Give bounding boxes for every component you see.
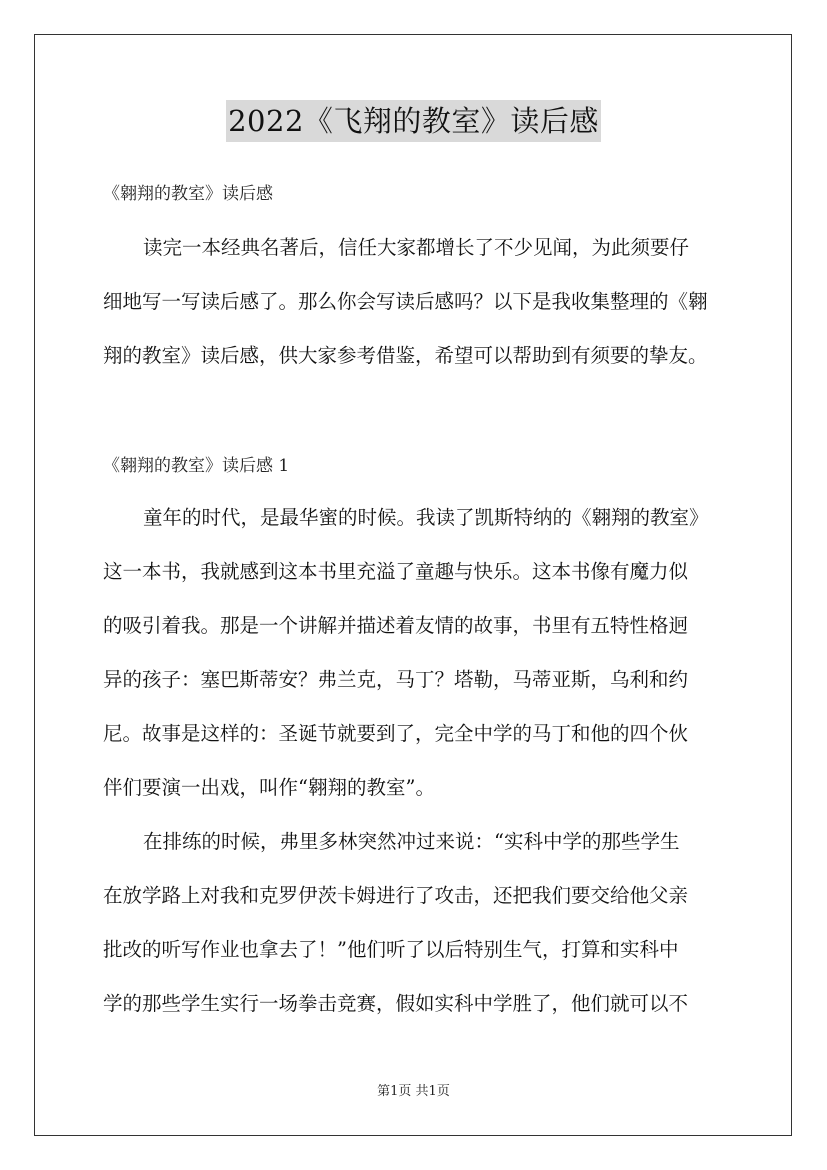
intro-line-1: 读完一本经典名著后，信任大家都增长了不少见闻，为此须要仔 [143, 236, 690, 259]
paragraph1-line-6: 伴们要演一出戏，叫作“翱翔的教室”。 [103, 776, 435, 799]
page-footer: 第1页 共1页 [377, 1084, 450, 1099]
intro-line-2: 细地写一写读后感了。那么你会写读后感吗？以下是我收集整理的《翱 [103, 290, 708, 313]
paragraph2-line-4: 学的那些学生实行一场拳击竞赛，假如实科中学胜了，他们就可以不 [103, 992, 689, 1015]
document-title: 2022《飞翔的教室》读后感 [226, 100, 601, 142]
paragraph1-line-2: 这一本书，我就感到这本书里充溢了童趣与快乐。这本书像有魔力似 [103, 560, 689, 583]
document-subtitle: 《翱翔的教室》读后感 [103, 184, 273, 204]
paragraph1-line-5: 尼。故事是这样的：圣诞节就要到了，完全中学的马丁和他的四个伙 [103, 722, 689, 745]
intro-line-3: 翔的教室》读后感，供大家参考借鉴，希望可以帮助到有须要的挚友。 [103, 344, 708, 367]
paragraph2-line-1: 在排练的时候，弗里多林突然冲过来说：“实科中学的那些学生 [143, 830, 680, 853]
paragraph1-line-1: 童年的时代，是最华蜜的时候。我读了凯斯特纳的《翱翔的教室》 [143, 506, 709, 529]
title-container [0, 100, 827, 142]
section-heading: 《翱翔的教室》读后感 1 [103, 456, 290, 476]
paragraph2-line-2: 在放学路上对我和克罗伊茨卡姆进行了攻击，还把我们要交给他父亲 [103, 884, 689, 907]
paragraph2-line-3: 批改的听写作业也拿去了！”他们听了以后特别生气，打算和实科中 [103, 938, 679, 961]
paragraph1-line-4: 异的孩子：塞巴斯蒂安？弗兰克，马丁？塔勒，马蒂亚斯，乌利和约 [103, 668, 689, 691]
paragraph1-line-3: 的吸引着我。那是一个讲解并描述着友情的故事，书里有五特性格迥 [103, 614, 689, 637]
